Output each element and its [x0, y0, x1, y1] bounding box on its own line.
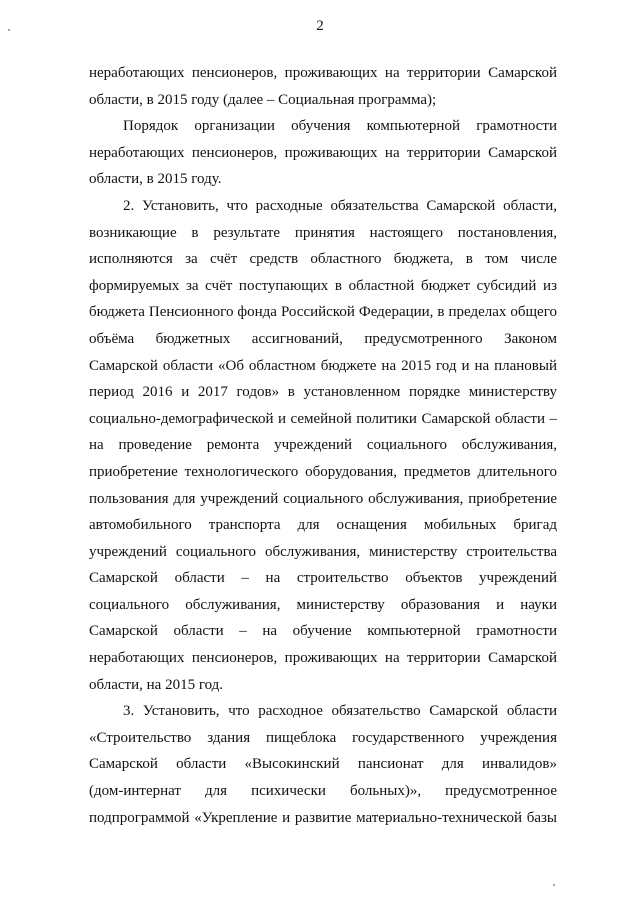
paragraph-training-procedure [89, 113, 557, 193]
text-line: подпрограммой «Укрепление и развитие материально-технической базы [89, 809, 557, 826]
text-line: объёма бюджетных ассигнований, предусмотренного Законом [89, 330, 557, 347]
text-line: бюджета Пенсионного фонда Российской Федерации, в пределах общего [89, 304, 557, 321]
text-line: Порядок организации обучения компьютерной грамотности [123, 118, 557, 135]
text-line: 3. Установить, что расходное обязательство Самарской области [123, 703, 557, 720]
text-line: социально-демографической и семейной политики Самарской области – [89, 410, 557, 427]
text-line: (дом-интернат для психически больных)», предусмотренное [89, 783, 557, 800]
text-line: исполняются за счёт средств областного бюджета, в том числе [89, 251, 557, 268]
text-line: автомобильного транспорта для оснащения мобильных бригад [89, 517, 557, 534]
text-line: учреждений социального обслуживания, министерству строительства [89, 543, 557, 560]
text-line: области, на 2015 год. [89, 676, 224, 693]
paragraph-social-program-continuation [89, 60, 557, 113]
text-line: неработающих пенсионеров, проживающих на территории Самарской [89, 144, 557, 161]
text-line: на проведение ремонта учреждений социального обслуживания, [89, 437, 557, 454]
paragraph-item-2 [89, 193, 557, 698]
text-line: социального обслуживания, министерству образования и науки [89, 596, 557, 613]
text-line: приобретение технологического оборудования, предметов длительного [89, 463, 557, 480]
page-number: 2 [316, 18, 324, 34]
text-line: Самарской области «Об областном бюджете на 2015 год и на плановый [89, 357, 557, 374]
text-line: области, в 2015 году. [89, 171, 222, 188]
text-line: возникающие в результате принятия настоящего постановления, [89, 224, 557, 241]
text-line: Самарской области – на обучение компьютерной грамотности [89, 623, 557, 640]
text-line: неработающих пенсионеров, проживающих на территории Самарской [89, 65, 557, 81]
text-line: Самарской области – на строительство объектов учреждений [89, 570, 557, 587]
paragraph-item-3 [89, 698, 557, 831]
text-line: 2. Установить, что расходные обязательства Самарской области, [123, 197, 557, 214]
text-line: «Строительство здания пищеблока государственного учреждения [89, 729, 557, 746]
document-body [89, 60, 557, 831]
text-line: период 2016 и 2017 годов» в установленном порядке министерству [89, 384, 557, 401]
text-line: неработающих пенсионеров, проживающих на территории Самарской [89, 650, 557, 667]
text-line: пользования для учреждений социального обслуживания, приобретение [89, 490, 557, 507]
scan-speck [553, 884, 555, 886]
text-line: области, в 2015 году (далее – Социальная программа); [89, 91, 437, 108]
text-line: Самарской области «Высокинский пансионат для инвалидов» [89, 756, 557, 773]
text-line: формируемых за счёт поступающих в областной бюджет субсидий из [89, 277, 557, 294]
